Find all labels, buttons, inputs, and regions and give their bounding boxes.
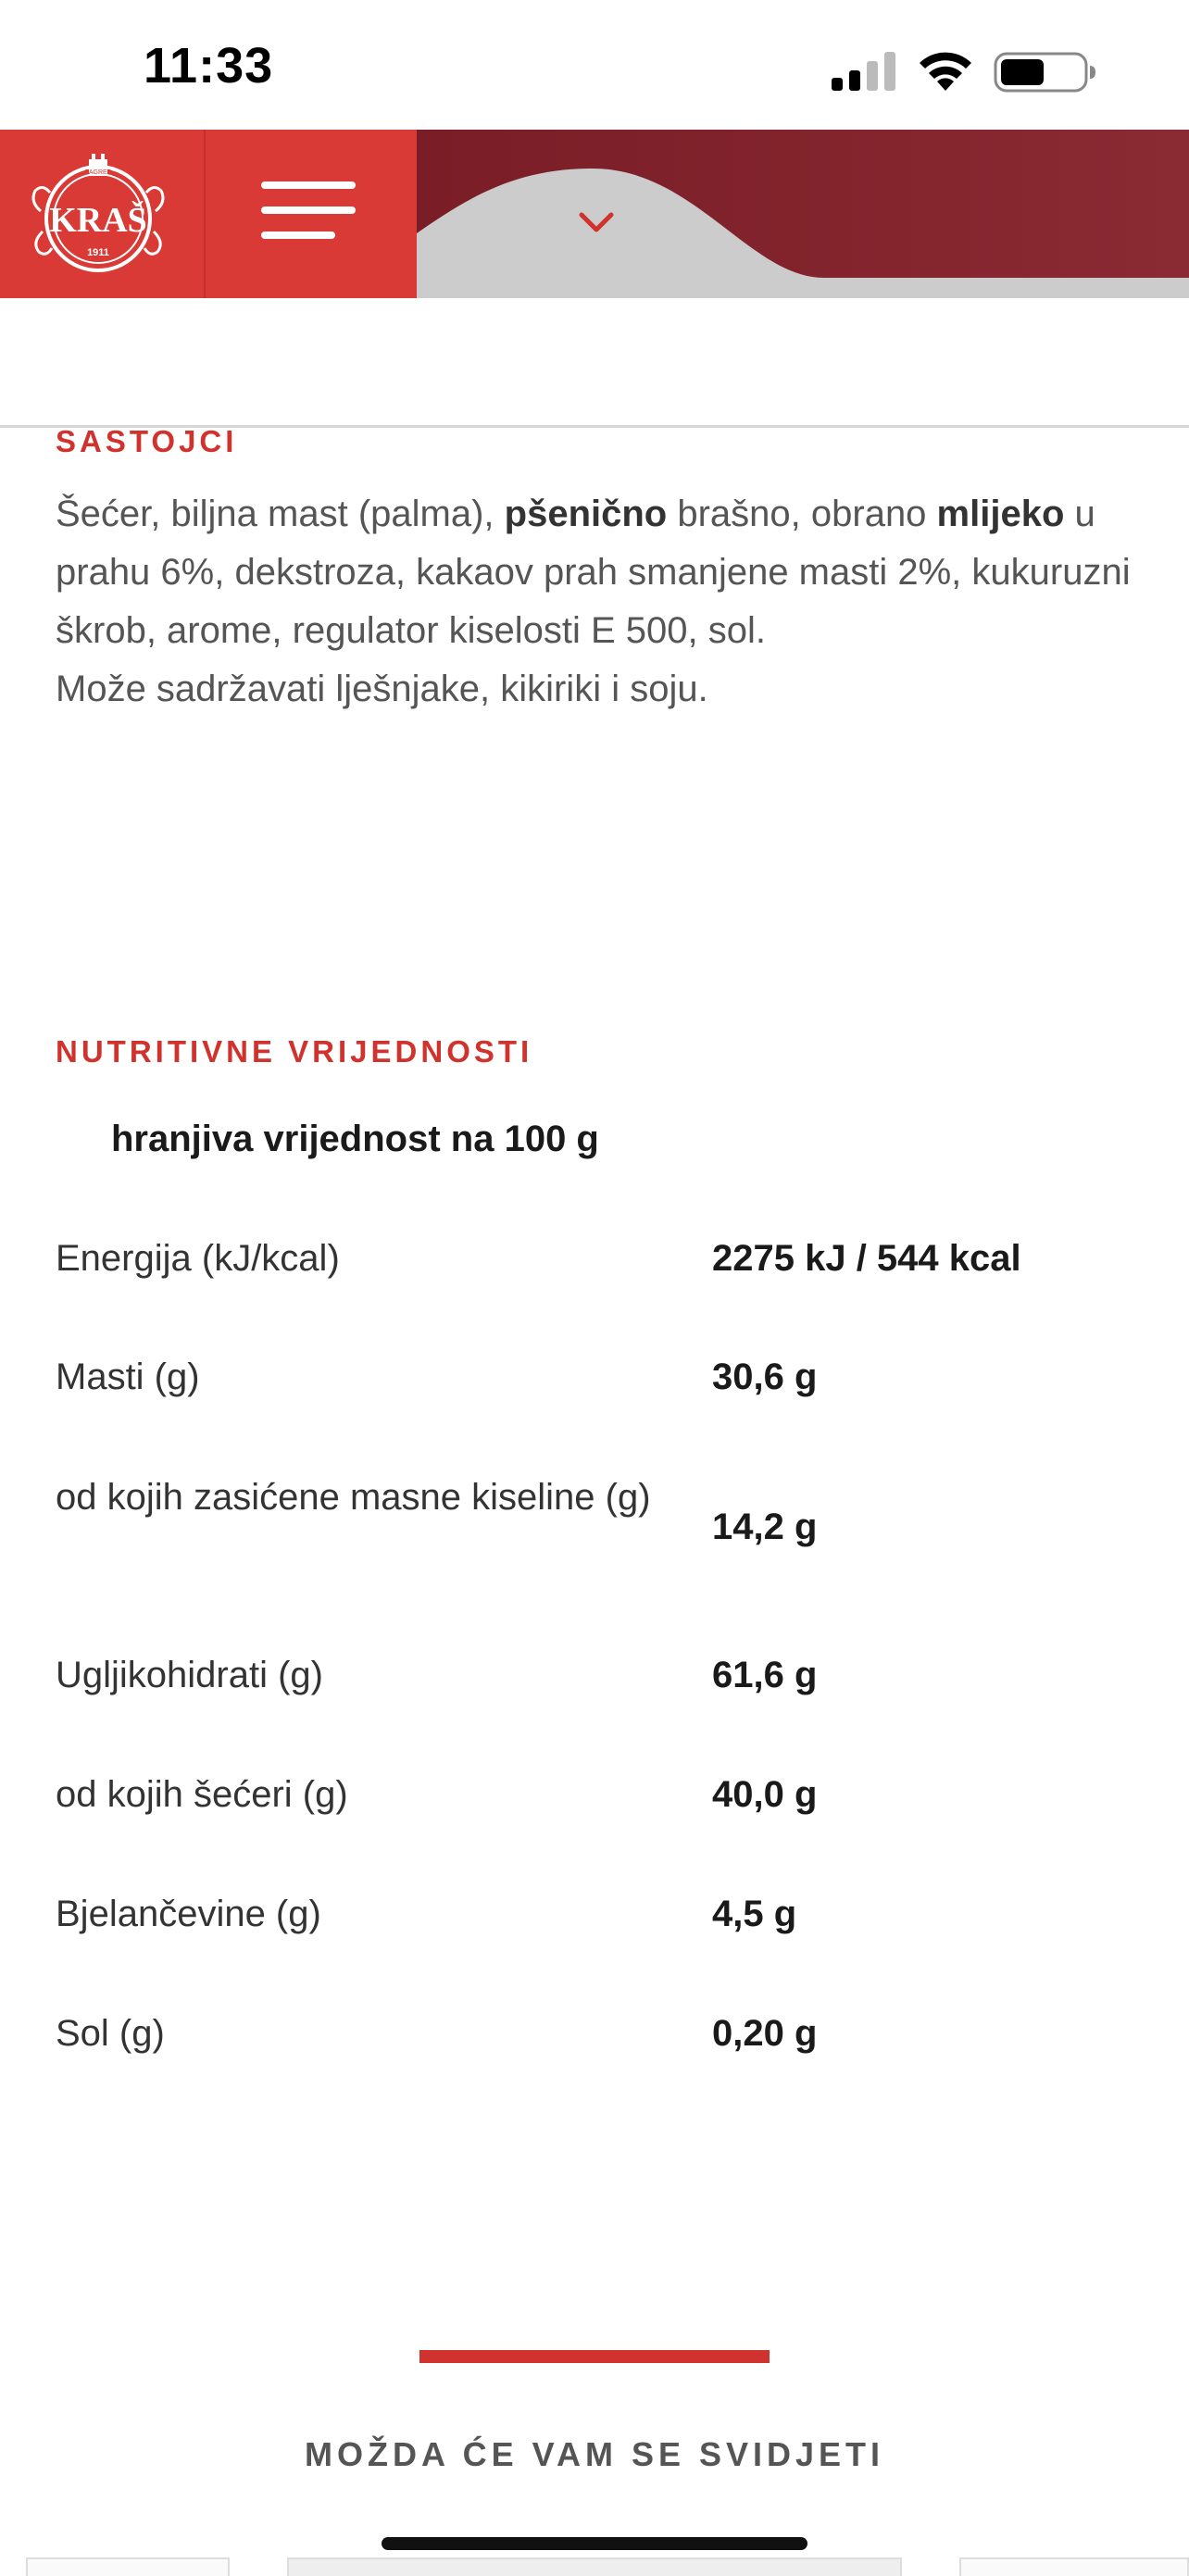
logo-city-text: ZAGREB: [84, 169, 112, 176]
logo-year-text: 1911: [87, 247, 109, 258]
menu-button[interactable]: [206, 130, 417, 298]
ingredients-segment: brašno, obrano: [667, 494, 937, 534]
signal-icon: [832, 52, 896, 91]
wave-shape: [417, 130, 1189, 298]
suggestions-title: MOŽDA ĆE VAM SE SVIDJETI: [304, 2435, 885, 2473]
nutrition-value: 40,0 g: [712, 1774, 818, 1815]
logo-brand-text: KRAŠ: [49, 201, 147, 240]
nutrition-label: Masti (g): [56, 1357, 200, 1397]
status-bar: [0, 0, 1189, 130]
ingredients-text: [56, 485, 1139, 719]
home-indicator[interactable]: [382, 2537, 807, 2550]
nutrition-value: 0,20 g: [712, 2013, 818, 2054]
battery-icon: [994, 52, 1097, 93]
ingredients-segment: Šećer, biljna mast (palma),: [56, 494, 505, 534]
nutrition-table-header: hranjiva vrijednost na 100 g: [111, 1119, 599, 1159]
nutrition-label: Energija (kJ/kcal): [56, 1238, 340, 1279]
kras-logo: [22, 146, 174, 281]
nutrition-value: 61,6 g: [712, 1655, 818, 1695]
status-icons: [832, 48, 1100, 94]
site-header: [0, 130, 1189, 298]
ingredients-segment: u prahu 6%, dekstroza, kakaov prah smanjene masti 2%, kukuruzni škrob, arome, regulator kiselosti E 500, sol.: [56, 494, 1131, 651]
suggestion-card[interactable]: [287, 2557, 902, 2576]
logo-link[interactable]: [0, 130, 206, 298]
wifi-icon: [917, 50, 974, 93]
suggestion-card[interactable]: [959, 2557, 1189, 2576]
hamburger-icon: [257, 178, 359, 243]
ingredients-title: SASTOJCI: [56, 424, 238, 458]
nutrition-label: od kojih šećeri (g): [56, 1774, 348, 1815]
section-accent-line: [419, 2350, 770, 2363]
header-wave-banner: [417, 130, 1189, 298]
allergen-wheat: pšenično: [504, 494, 668, 534]
suggestion-card[interactable]: [26, 2557, 230, 2576]
nutrition-label: Ugljikohidrati (g): [56, 1655, 323, 1695]
nutrition-label: od kojih zasićene masne kiseline (g): [56, 1477, 651, 1518]
nutrition-title: NUTRITIVNE VRIJEDNOSTI: [56, 1034, 533, 1069]
nutrition-value: 14,2 g: [712, 1507, 818, 1547]
nutrition-label: Sol (g): [56, 2013, 165, 2054]
status-time: 11:33: [144, 38, 274, 94]
allergen-note: Može sadržavati lješnjake, kikiriki i soju.: [56, 669, 708, 709]
nutrition-value: 4,5 g: [712, 1894, 797, 1934]
chevron-down-icon[interactable]: [578, 211, 615, 233]
nutrition-value: 30,6 g: [712, 1357, 818, 1397]
nutrition-value: 2275 kJ / 544 kcal: [712, 1238, 1021, 1279]
nutrition-label: Bjelančevine (g): [56, 1894, 321, 1934]
allergen-milk: mlijeko: [936, 494, 1065, 534]
